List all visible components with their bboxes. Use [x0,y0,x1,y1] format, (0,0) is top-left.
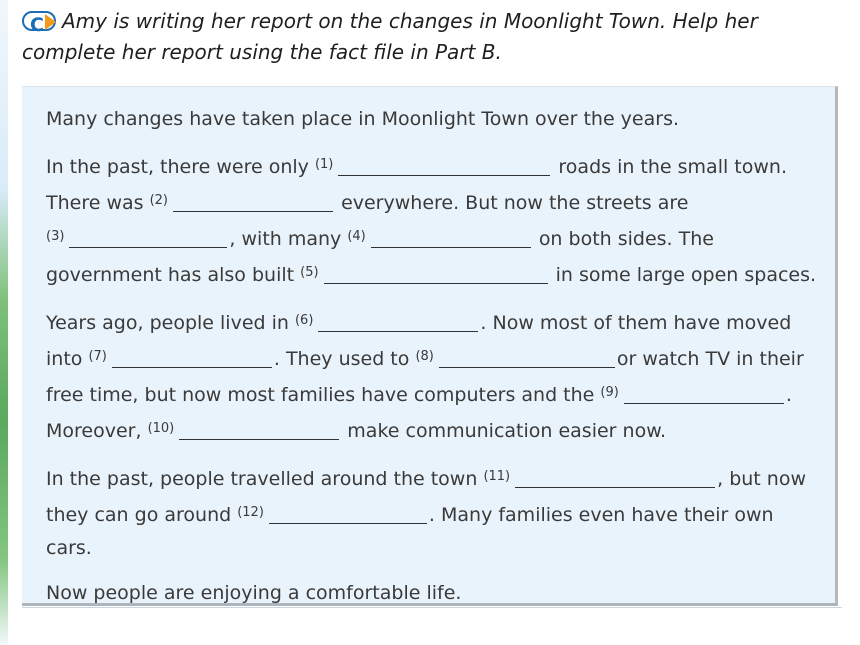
exercise-instruction [22,6,842,68]
text-segment: , with many [229,228,342,250]
exercise-label: C [30,14,44,36]
blank-11[interactable] [515,467,715,488]
text-segment: There was [46,192,144,214]
blank-number-9: (9) [600,385,619,400]
text-segment: government has also built [46,264,295,286]
report-box [22,86,838,606]
blank-number-10: (10) [147,421,175,436]
text-segment: on both sides. The [538,228,714,250]
text-segment: free time, but now most families have computers and the [46,384,595,406]
blank-4[interactable] [371,227,531,248]
text-segment: Moreover, [46,420,142,442]
blank-number-6: (6) [294,313,314,328]
instruction-line-2: complete her report using the fact file in Part B. [22,40,502,64]
play-arrow-icon [45,14,56,30]
text-segment: . Many families even have their own [428,504,774,526]
text-segment: everywhere. But now the streets are [341,192,689,214]
blank-number-1: (1) [314,157,334,172]
text-segment: cars. [46,537,92,559]
blank-12[interactable] [269,503,427,524]
blank-number-2: (2) [149,193,169,208]
text-segment: Years ago, people lived in [46,312,289,334]
instruction-line-1: Amy is writing her report on the changes in Moonlight Town. Help her [62,9,758,33]
text-segment: . Now most of them have moved [480,312,792,334]
blank-number-8: (8) [415,349,434,364]
blank-8[interactable] [439,347,615,368]
report-paragraph-2 [46,304,836,448]
report-paragraph-3 [46,460,836,565]
report-closing: Now people are enjoying a comfortable life. [46,582,462,604]
text-segment: In the past, people travelled around the town [46,468,478,490]
blank-6[interactable] [318,311,478,332]
report-text [46,103,836,622]
blank-5[interactable] [324,263,548,284]
text-segment: . [785,384,792,406]
bottom-divider [22,607,842,608]
text-segment: into [46,348,83,370]
exercise-label-badge [22,10,56,36]
text-segment: In the past, there were only [46,156,309,178]
blank-number-11: (11) [483,469,511,484]
text-segment: make communication easier now. [347,420,667,442]
blank-number-7: (7) [88,349,107,364]
text-segment: in some large open spaces. [555,264,817,286]
blank-10[interactable] [179,419,339,440]
text-segment: , but now [717,468,807,490]
blank-number-4: (4) [347,229,366,244]
text-segment: or watch TV in their [616,348,804,370]
blank-3[interactable] [69,227,227,248]
blank-2[interactable] [173,191,333,212]
blank-9[interactable] [624,383,784,404]
exercise-badge-pill [22,11,56,36]
text-segment: . They used to [273,348,410,370]
blank-7[interactable] [112,347,272,368]
text-segment: they can go around [46,504,232,526]
text-segment: roads in the small town. [558,156,787,178]
blank-1[interactable] [338,155,550,176]
left-decorative-strip [0,0,8,645]
blank-number-12: (12) [237,505,264,520]
report-intro: Many changes have taken place in Moonlight Town over the years. [46,108,680,130]
blank-number-5: (5) [300,265,319,280]
blank-number-3: (3) [46,229,65,244]
report-paragraph-1 [46,148,836,292]
